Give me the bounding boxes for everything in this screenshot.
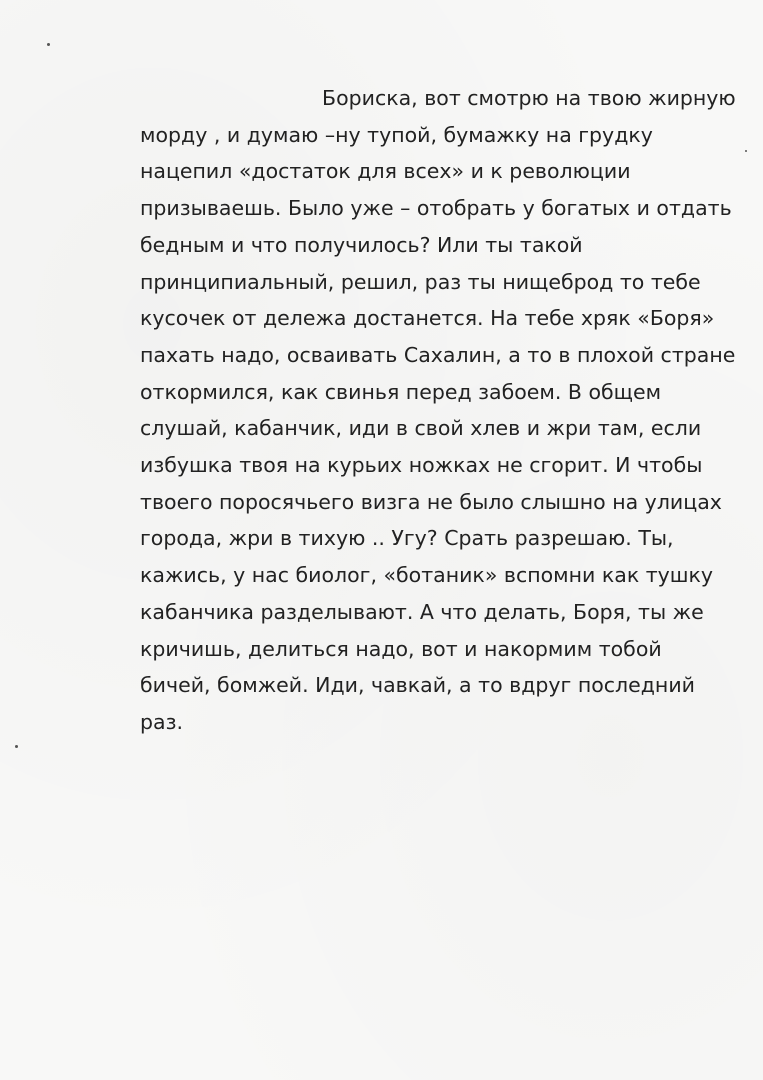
text-line: кабанчика разделывают. А что делать, Боря, ты же xyxy=(140,599,704,624)
text-line: кричишь, делиться надо, вот и накормим тобой xyxy=(140,636,662,661)
text-line: избушка твоя на курьих ножках не сгорит. И чтобы xyxy=(140,453,703,478)
scan-speck xyxy=(47,43,50,46)
text-line: бедным и что получилось? Или ты такой xyxy=(140,232,583,257)
text-line: кусочек от дележа достанется. На тебе хряк «Боря» xyxy=(140,306,715,331)
text-line: пахать надо, осваивать Сахалин, а то в плохой стране xyxy=(140,342,736,367)
text-line: морду , и думаю –ну тупой, бумажку на грудку xyxy=(140,122,653,147)
text-line: откормился, как свинья перед забоем. В общем xyxy=(140,379,662,404)
letter-body xyxy=(140,80,750,741)
text-line: нацепил «достаток для всех» и к революции xyxy=(140,159,631,184)
scan-speck xyxy=(15,745,18,748)
text-line: принципиальный, решил, раз ты нищеброд то тебе xyxy=(140,269,701,294)
text-line: бичей, бомжей. Иди, чавкай, а то вдруг последний xyxy=(140,673,695,698)
text-line: слушай, кабанчик, иди в свой хлев и жри там, если xyxy=(140,416,702,441)
text-line: призываешь. Было уже – отобрать у богатых и отдать xyxy=(140,196,732,221)
text-line: раз. xyxy=(140,709,183,734)
text-line: кажись, у нас биолог, «ботаник» вспомни как тушку xyxy=(140,563,714,588)
text-line: Бориска, вот смотрю на твою жирную xyxy=(322,86,736,110)
text-line: города, жри в тихую .. Угу? Срать разрешаю. Ты, xyxy=(140,526,674,551)
text-line: твоего поросячьего визга не было слышно на улицах xyxy=(140,489,722,514)
